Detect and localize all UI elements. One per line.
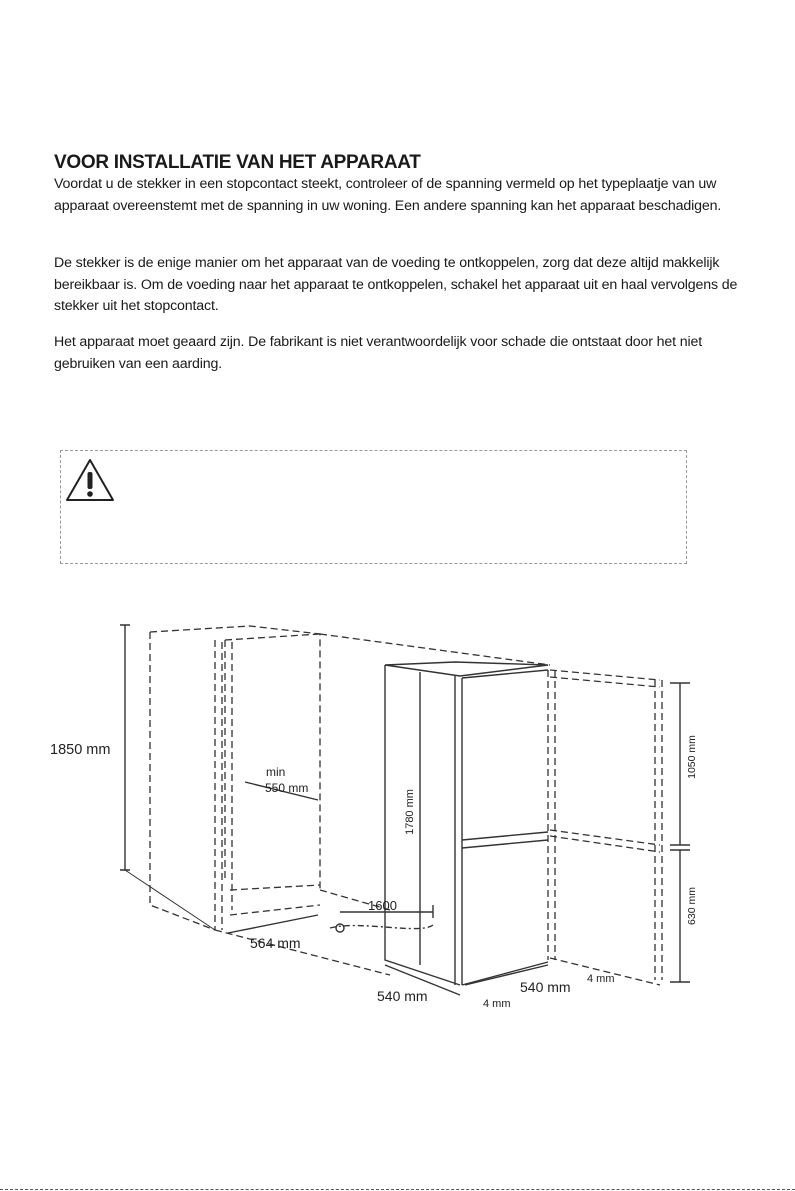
label-niche-width: 564 mm: [250, 935, 301, 951]
label-gap-bottom: 4 mm: [483, 998, 511, 1010]
paragraph-voltage: Voordat u de stekker in een stopcontact steekt, controleer of de spanning vermeld op het typeplaatje van uw apparaat overeenstemt met de spanning in uw woning. Een andere spanning kan het apparaat beschadigen.: [54, 176, 722, 214]
label-appliance-depth: 540 mm: [377, 988, 428, 1004]
label-min-depth: 550 mm: [265, 781, 309, 795]
section-heading: VOOR INSTALLATIE VAN HET APPARAAT: [54, 152, 421, 173]
label-lower-door: 630 mm: [686, 887, 698, 925]
paragraph-grounding: Het apparaat moet geaard zijn. De fabrikant is niet verantwoordelijk voor schade die ontstaat door het niet gebruiken van een aarding.: [54, 334, 702, 372]
warning-triangle-icon: [64, 456, 116, 504]
warning-box: [60, 450, 687, 564]
label-min: min: [266, 765, 286, 779]
installation-diagram: [0, 600, 795, 1030]
label-appliance-width: 540 mm: [520, 979, 571, 995]
label-niche-height: 1850 mm: [50, 742, 111, 758]
label-cable-length: 1600: [368, 898, 397, 913]
page-bottom-rule: [0, 1189, 795, 1190]
paragraph-plug: De stekker is de enige manier om het apparaat van de voeding te ontkoppelen, zorg dat deze altijd makkelijk bereikbaar is. Om de voeding naar het apparaat te ontkoppelen, schakel het apparaat uit en haal vervolgens de stekker uit het stopcontact.: [54, 255, 738, 314]
label-upper-door: 1050 mm: [686, 735, 698, 779]
label-gap-side: 4 mm: [587, 973, 615, 985]
label-appliance-height: 1780 mm: [404, 789, 416, 835]
